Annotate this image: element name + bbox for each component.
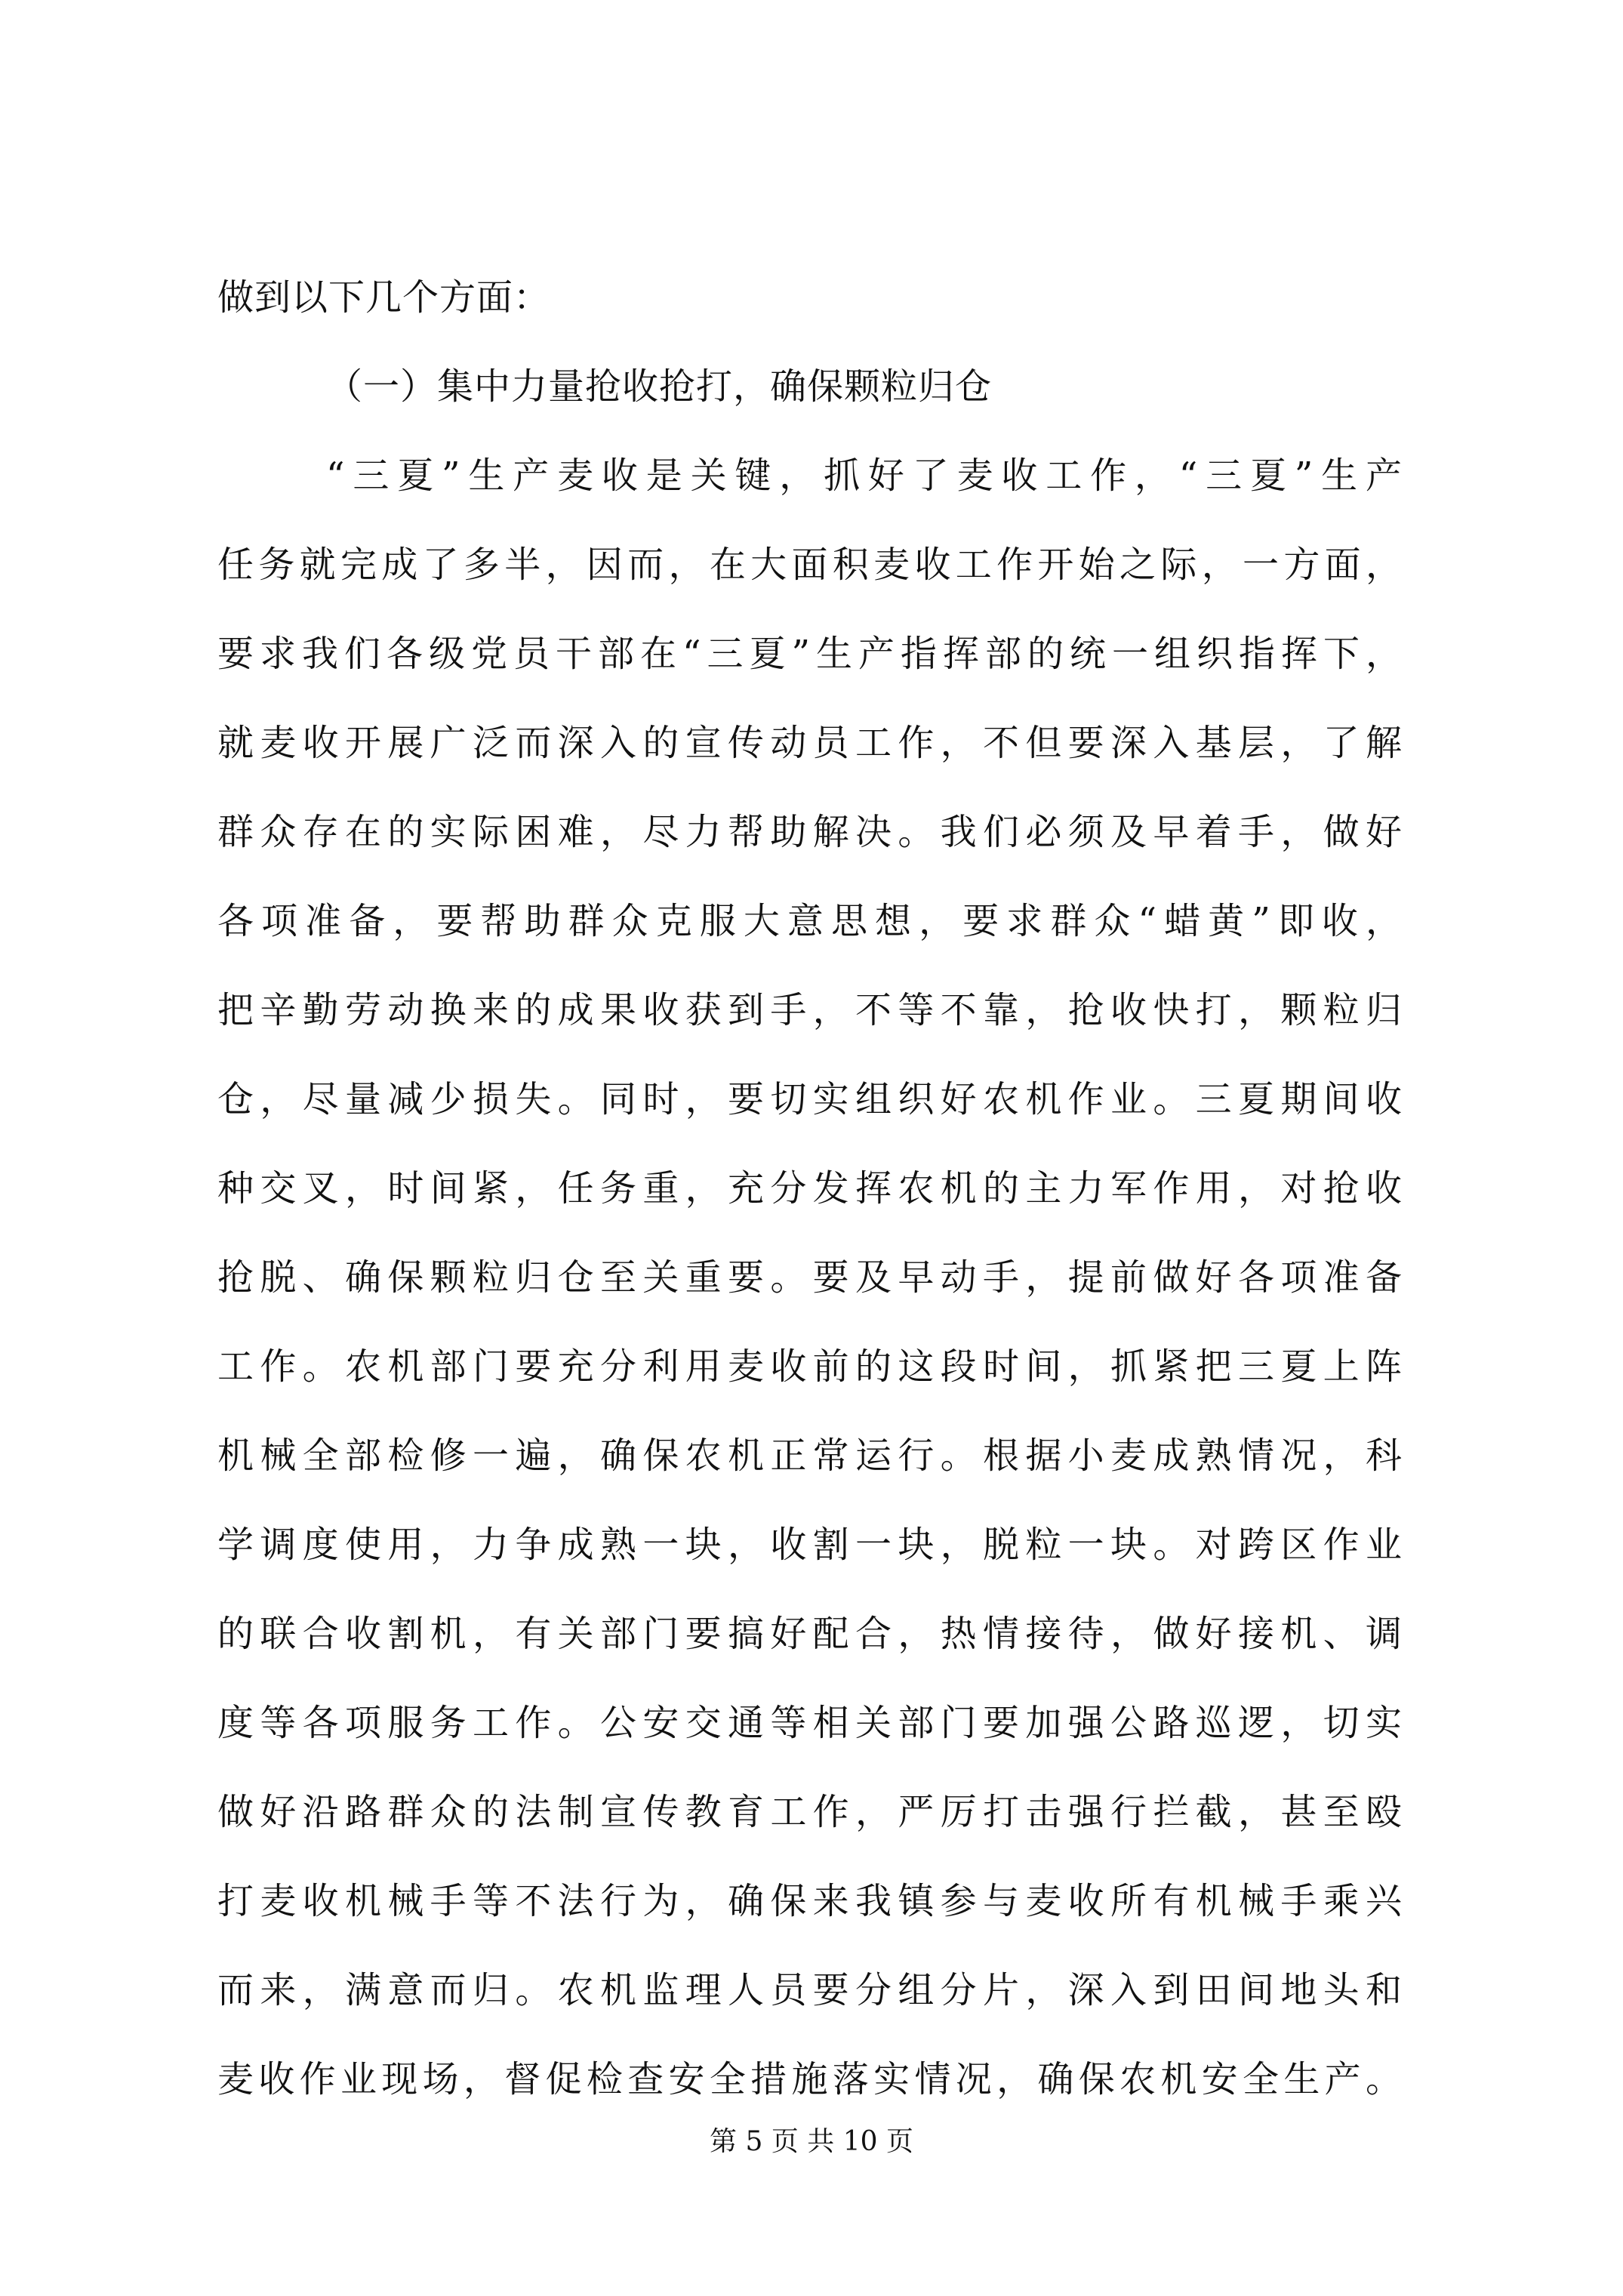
paragraph-first-line: “三夏”生产麦收是关键，抓好了麦收工作，“三夏”生产 [326,455,1403,497]
text-line: 任务就完成了多半，因而，在大面积麦收工作开始之际，一方面， [217,544,1403,586]
text-line: 麦收作业现场，督促检查安全措施落实情况，确保农机安全生产。 [217,2058,1403,2100]
text-line: 学调度使用，力争成熟一块，收割一块，脱粒一块。对跨区作业 [217,1524,1403,1566]
text-line: 把辛勤劳动换来的成果收获到手，不等不靠，抢收快打，颗粒归 [217,989,1403,1031]
text-line: 群众存在的实际困难，尽力帮助解决。我们必须及早着手，做好 [217,811,1403,853]
text-line: 要求我们各级党员干部在“三夏”生产指挥部的统一组织指挥下， [217,633,1403,675]
text-line: 工作。农机部门要充分利用麦收前的这段时间，抓紧把三夏上阵 [217,1345,1403,1388]
section-heading: （一）集中力量抢收抢打，确保颗粒归仓 [326,365,993,408]
text-line: 各项准备，要帮助群众克服大意思想，要求群众“蜡黄”即收， [217,900,1403,942]
text-line: 做好沿路群众的法制宣传教育工作，严厉打击强行拦截，甚至殴 [217,1791,1403,1833]
text-line: 抢脱、确保颗粒归仓至关重要。要及早动手，提前做好各项准备 [217,1256,1403,1299]
text-line: 打麦收机械手等不法行为，确保来我镇参与麦收所有机械手乘兴 [217,1880,1403,1922]
text-line: 仓，尽量减少损失。同时，要切实组织好农机作业。三夏期间收 [217,1078,1403,1120]
page-number-footer: 第 5 页 共 10 页 [710,2126,913,2157]
text-line: 种交叉，时间紧，任务重，充分发挥农机的主力军作用，对抢收 [217,1167,1403,1210]
text-line: 度等各项服务工作。公安交通等相关部门要加强公路巡逻，切实 [217,1702,1403,1744]
text-line: 的联合收割机，有关部门要搞好配合，热情接待，做好接机、调 [217,1613,1403,1655]
text-line: 就麦收开展广泛而深入的宣传动员工作，不但要深入基层，了解 [217,722,1403,764]
text-line: 而来，满意而归。农机监理人员要分组分片，深入到田间地头和 [217,1969,1403,2011]
text-line: 机械全部检修一遍，确保农机正常运行。根据小麦成熟情况，科 [217,1435,1403,1477]
text-line: 做到以下几个方面： [217,276,551,319]
